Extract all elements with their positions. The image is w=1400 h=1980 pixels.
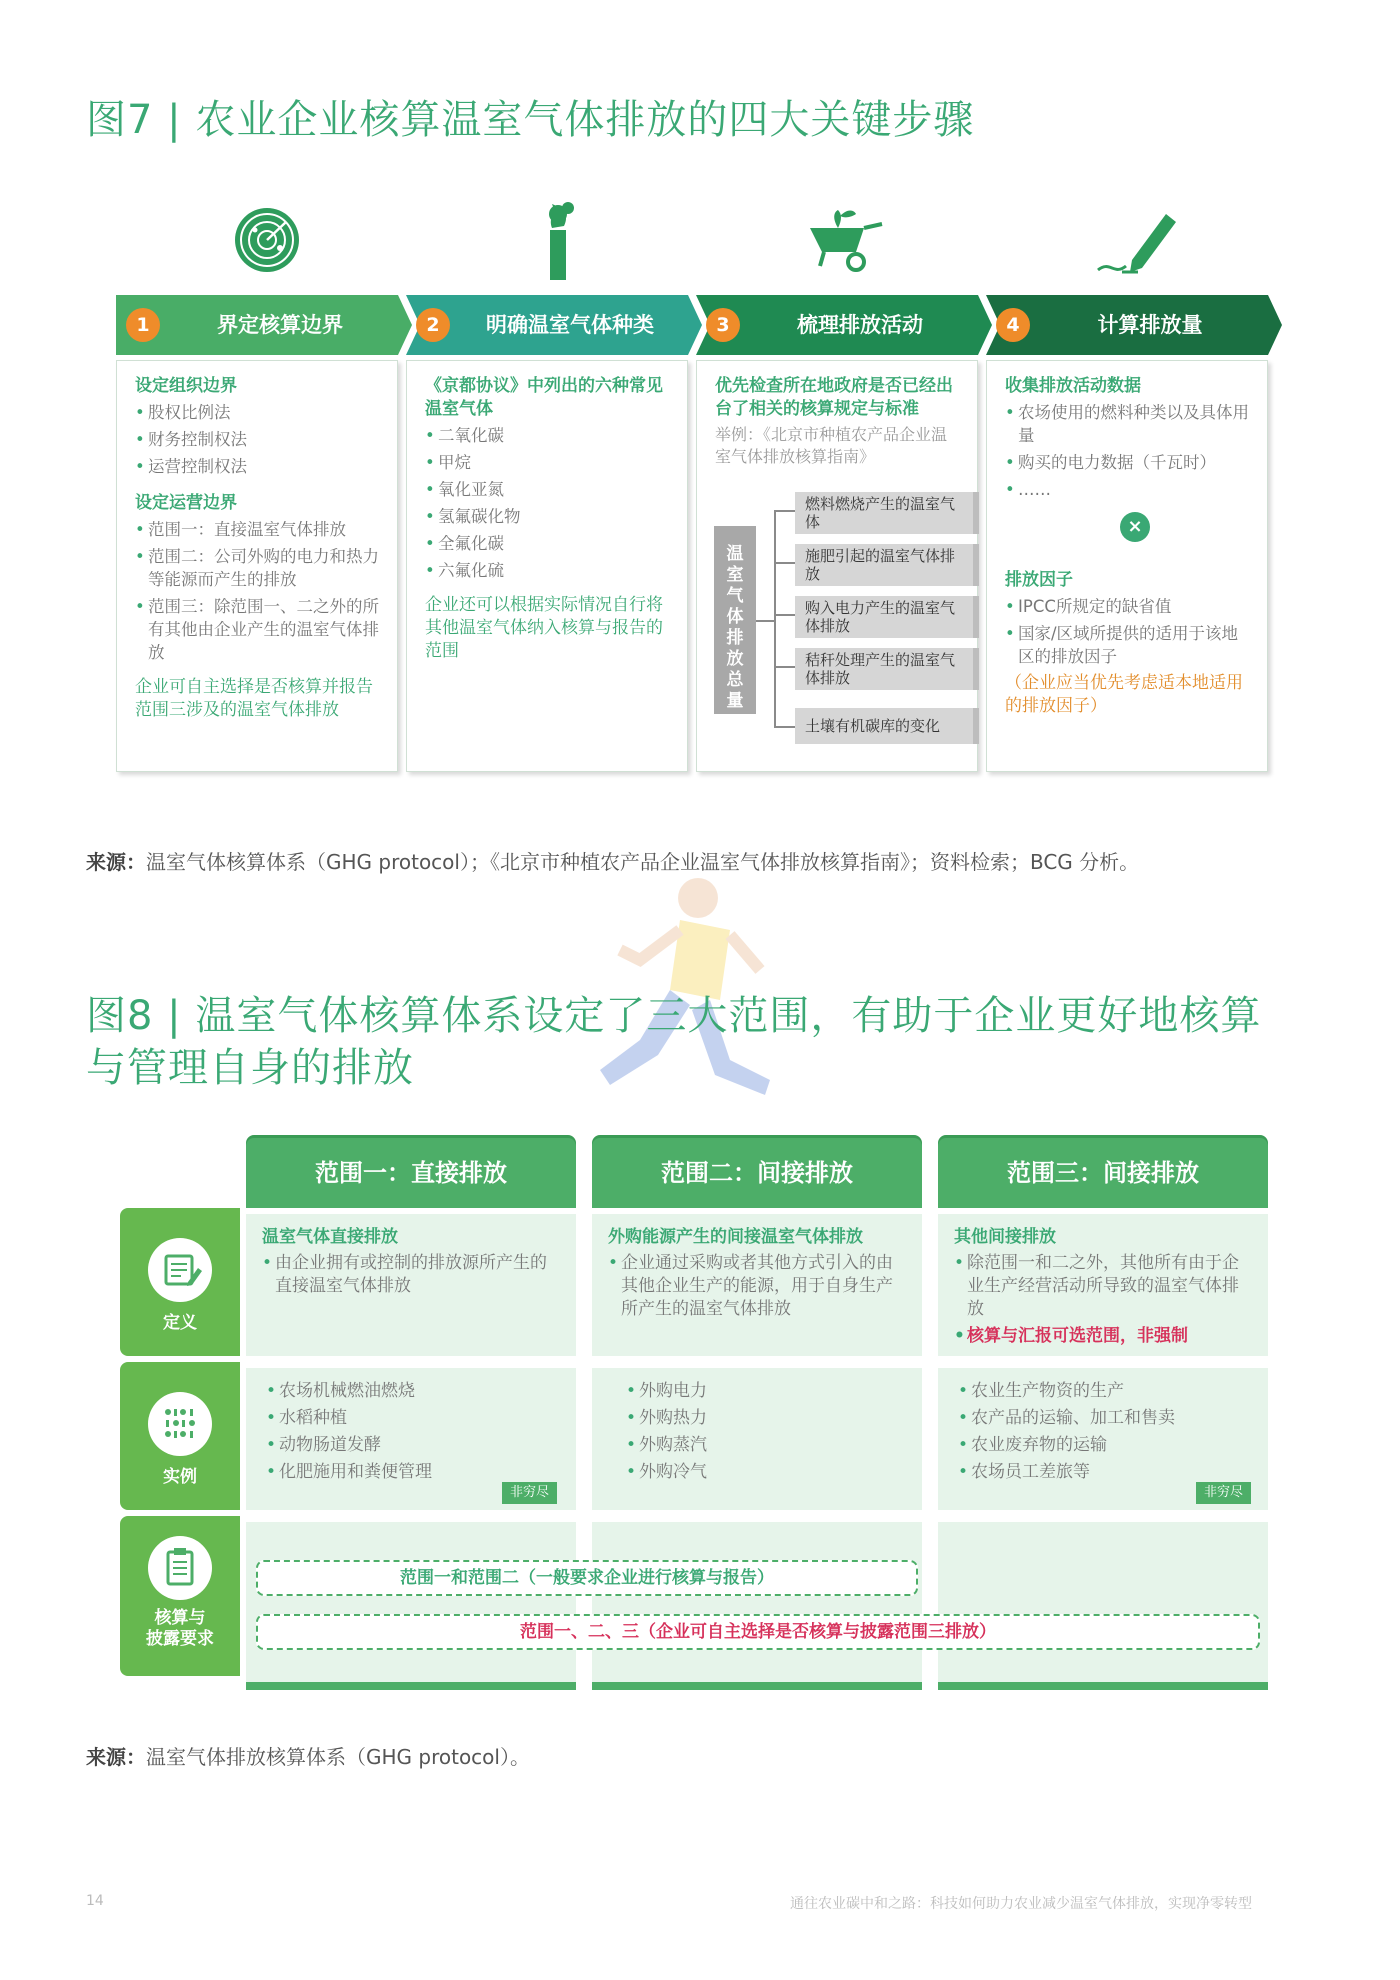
factory-icon xyxy=(512,200,602,280)
tree-connector xyxy=(774,562,795,564)
vertical-char: 量 xyxy=(726,691,744,711)
step-4-bar xyxy=(986,295,1282,355)
tree-connector xyxy=(774,510,776,728)
scope-3-requirements xyxy=(938,1522,1268,1682)
row-label-text: 定义 xyxy=(163,1313,197,1333)
page-number: 14 xyxy=(86,1893,104,1909)
scope-2-definition xyxy=(592,1214,922,1356)
step-3-bar xyxy=(696,295,992,355)
row-label-examples xyxy=(120,1362,240,1510)
step-3-number: 3 xyxy=(706,308,740,342)
pen-icon xyxy=(1092,200,1182,280)
step-1-bar xyxy=(116,295,412,355)
non-exhaustive-tag: 非穷尽 xyxy=(1196,1482,1251,1504)
scope-2-requirements xyxy=(592,1522,922,1682)
scope-3-definition xyxy=(938,1214,1268,1356)
list-item: • 二氧化碳 xyxy=(425,424,671,447)
step-2-box xyxy=(406,360,688,772)
scope-3-header: 范围三：间接排放 xyxy=(938,1138,1268,1208)
definition-heading: 外购能源产生的间接温室气体排放 xyxy=(608,1227,863,1247)
vertical-char: 气 xyxy=(726,586,744,606)
vertical-char: 室 xyxy=(726,565,744,585)
local-standards-heading: 优先检查所在地政府是否已经出台了相关的核算规定与标准 xyxy=(715,376,953,419)
vertical-char: 体 xyxy=(726,607,744,627)
list-item: • 农场机械燃油燃烧 xyxy=(266,1380,560,1403)
list-item: • 运营控制权法 xyxy=(135,455,381,478)
radar-icon xyxy=(222,200,312,280)
optional-scope-note: • 核算与汇报可选范围，非强制 xyxy=(954,1325,1252,1348)
emission-factor-heading: 排放因子 xyxy=(1005,570,1073,590)
step-4-box xyxy=(986,360,1268,772)
row-label-requirements xyxy=(120,1516,240,1676)
scope-1-2-3-requirement-pill: 范围一、二、三（企业可自主选择是否核算与披露范围三排放） xyxy=(256,1614,1260,1650)
list-item: • 甲烷 xyxy=(425,451,671,474)
column-bottom-bar xyxy=(246,1682,576,1690)
row-label-definition xyxy=(120,1208,240,1356)
activity-item: 秸秆处理产生的温室气体排放 xyxy=(795,648,979,690)
source-label: 来源： xyxy=(86,850,146,874)
scope-1-definition xyxy=(246,1214,576,1356)
binary-data-icon xyxy=(148,1392,212,1456)
list-item: • 外购电力 xyxy=(626,1380,906,1403)
kyoto-gases-heading: 《京都协议》中列出的六种常见温室气体 xyxy=(425,376,663,419)
definition-heading: 温室气体直接排放 xyxy=(262,1227,398,1247)
figure-7-title: 图7 | 农业企业核算温室气体排放的四大关键步骤 xyxy=(86,97,975,143)
list-item: • 六氟化硫 xyxy=(425,559,671,582)
activity-item: 购入电力产生的温室气体排放 xyxy=(795,596,979,638)
step-4-label: 计算排放量 xyxy=(1097,313,1203,337)
list-item: • …… xyxy=(1005,478,1251,501)
step-2-bar xyxy=(406,295,702,355)
step-4-number: 4 xyxy=(996,308,1030,342)
title-line-1: 图8 | 温室气体核算体系设定了三大范围，有助于企业更好地核算 xyxy=(86,993,1262,1039)
row-label-text: 实例 xyxy=(163,1467,197,1487)
list-item: • 全氟化碳 xyxy=(425,532,671,555)
list-item: • 动物肠道发酵 xyxy=(266,1434,560,1457)
activity-item: 燃料燃烧产生的温室气体 xyxy=(795,492,979,534)
scope-2-examples xyxy=(592,1368,922,1510)
list-item: • 国家/区域所提供的适用于该地区的排放因子 xyxy=(1005,622,1251,668)
list-item: • 农场员工差旅等 xyxy=(958,1461,1252,1484)
tree-connector xyxy=(774,510,795,512)
list-item: • 财务控制权法 xyxy=(135,428,381,451)
list-item: • 农产品的运输、加工和售卖 xyxy=(958,1407,1252,1430)
list-item: • 范围一：直接温室气体排放 xyxy=(135,518,381,541)
clipboard-icon xyxy=(148,1536,212,1600)
list-item: • 农业废弃物的运输 xyxy=(958,1434,1252,1457)
scope-2-header: 范围二：间接排放 xyxy=(592,1138,922,1208)
list-item: • 范围三：除范围一、二之外的所有其他由企业产生的温室气体排放 xyxy=(135,595,381,664)
list-item: • 购买的电力数据（千瓦时） xyxy=(1005,451,1251,474)
figure-8-source xyxy=(86,1741,530,1770)
column-bottom-bar xyxy=(938,1682,1268,1690)
list-item: • 范围二：公司外购的电力和热力等能源而产生的排放 xyxy=(135,545,381,591)
list-item: • IPCC所规定的缺省值 xyxy=(1005,595,1251,618)
tree-connector xyxy=(774,726,795,728)
tree-connector xyxy=(756,620,774,622)
definition-text: • 企业通过采购或者其他方式引入的由其他企业生产的能源，用于自身生产所产生的温室气体排放 xyxy=(608,1252,906,1321)
definition-text: • 由企业拥有或控制的排放源所产生的直接温室气体排放 xyxy=(262,1252,560,1298)
org-boundary-heading: 设定组织边界 xyxy=(135,376,237,396)
multiply-icon: × xyxy=(1120,512,1150,542)
list-item: • 氧化亚氮 xyxy=(425,478,671,501)
example-text: 举例：《北京市种植农产品企业温室气体排放核算指南》 xyxy=(715,425,948,466)
activity-data-heading: 收集排放活动数据 xyxy=(1005,376,1141,396)
step-1-label: 界定核算边界 xyxy=(217,313,343,337)
vertical-char: 排 xyxy=(726,628,744,648)
wheelbarrow-icon xyxy=(802,200,892,280)
list-item: • 股权比例法 xyxy=(135,401,381,424)
figure-8-title xyxy=(86,990,1316,1094)
document-edit-icon xyxy=(148,1238,212,1302)
list-item: • 化肥施用和粪便管理 xyxy=(266,1461,560,1484)
tree-connector xyxy=(774,666,795,668)
scope-1-2-requirement-pill: 范围一和范围二（一般要求企业进行核算与报告） xyxy=(256,1560,918,1596)
footer-title: 通往农业碳中和之路：科技如何助力农业减少温室气体排放，实现净零转型 xyxy=(790,1896,1252,1912)
vertical-char: 总 xyxy=(726,670,744,690)
row-label-text: 披露要求 xyxy=(146,1629,214,1649)
title-line-2: 与管理自身的排放 xyxy=(86,1045,414,1091)
definition-heading: 其他间接排放 xyxy=(954,1227,1056,1247)
source-text: 温室气体排放核算体系（GHG protocol）。 xyxy=(146,1745,530,1769)
ops-boundary-heading: 设定运营边界 xyxy=(135,493,237,513)
local-factor-note: （企业应当优先考虑适本地适用的排放因子） xyxy=(1005,673,1243,716)
list-item: • 氢氟碳化物 xyxy=(425,505,671,528)
total-emissions-vertical-label xyxy=(714,526,756,714)
step-1-box xyxy=(116,360,398,772)
list-item: • 外购热力 xyxy=(626,1407,906,1430)
row-label-text: 核算与 xyxy=(154,1608,206,1628)
non-exhaustive-tag: 非穷尽 xyxy=(502,1482,557,1504)
activity-item: 土壤有机碳库的变化 xyxy=(795,708,979,744)
scope-1-requirements xyxy=(246,1522,576,1682)
vertical-char: 放 xyxy=(726,649,744,669)
column-bottom-bar xyxy=(592,1682,922,1690)
source-text: 温室气体核算体系（GHG protocol）；《北京市种植农产品企业温室气体排放核算指南》；资料检索；BCG 分析。 xyxy=(146,850,1140,874)
step-2-label: 明确温室气体种类 xyxy=(486,313,654,337)
vertical-char: 温 xyxy=(726,544,744,564)
activity-item: 施肥引起的温室气体排放 xyxy=(795,544,979,586)
scope-1-header: 范围一：直接排放 xyxy=(246,1138,576,1208)
step-1-number: 1 xyxy=(126,308,160,342)
other-gases-note: 企业还可以根据实际情况自行将其他温室气体纳入核算与报告的范围 xyxy=(425,595,663,661)
tree-connector xyxy=(774,614,795,616)
list-item: • 农场使用的燃料种类以及具体用量 xyxy=(1005,401,1251,447)
step-3-label: 梳理排放活动 xyxy=(797,313,923,337)
list-item: • 外购冷气 xyxy=(626,1461,906,1484)
definition-text: • 除范围一和二之外，其他所有由于企业生产经营活动所导致的温室气体排放 xyxy=(954,1252,1252,1321)
source-label: 来源： xyxy=(86,1745,146,1769)
list-item: • 外购蒸汽 xyxy=(626,1434,906,1457)
list-item: • 水稻种植 xyxy=(266,1407,560,1430)
scope3-note: 企业可自主选择是否核算并报告范围三涉及的温室气体排放 xyxy=(135,677,373,720)
list-item: • 农业生产物资的生产 xyxy=(958,1380,1252,1403)
step-2-number: 2 xyxy=(416,308,450,342)
